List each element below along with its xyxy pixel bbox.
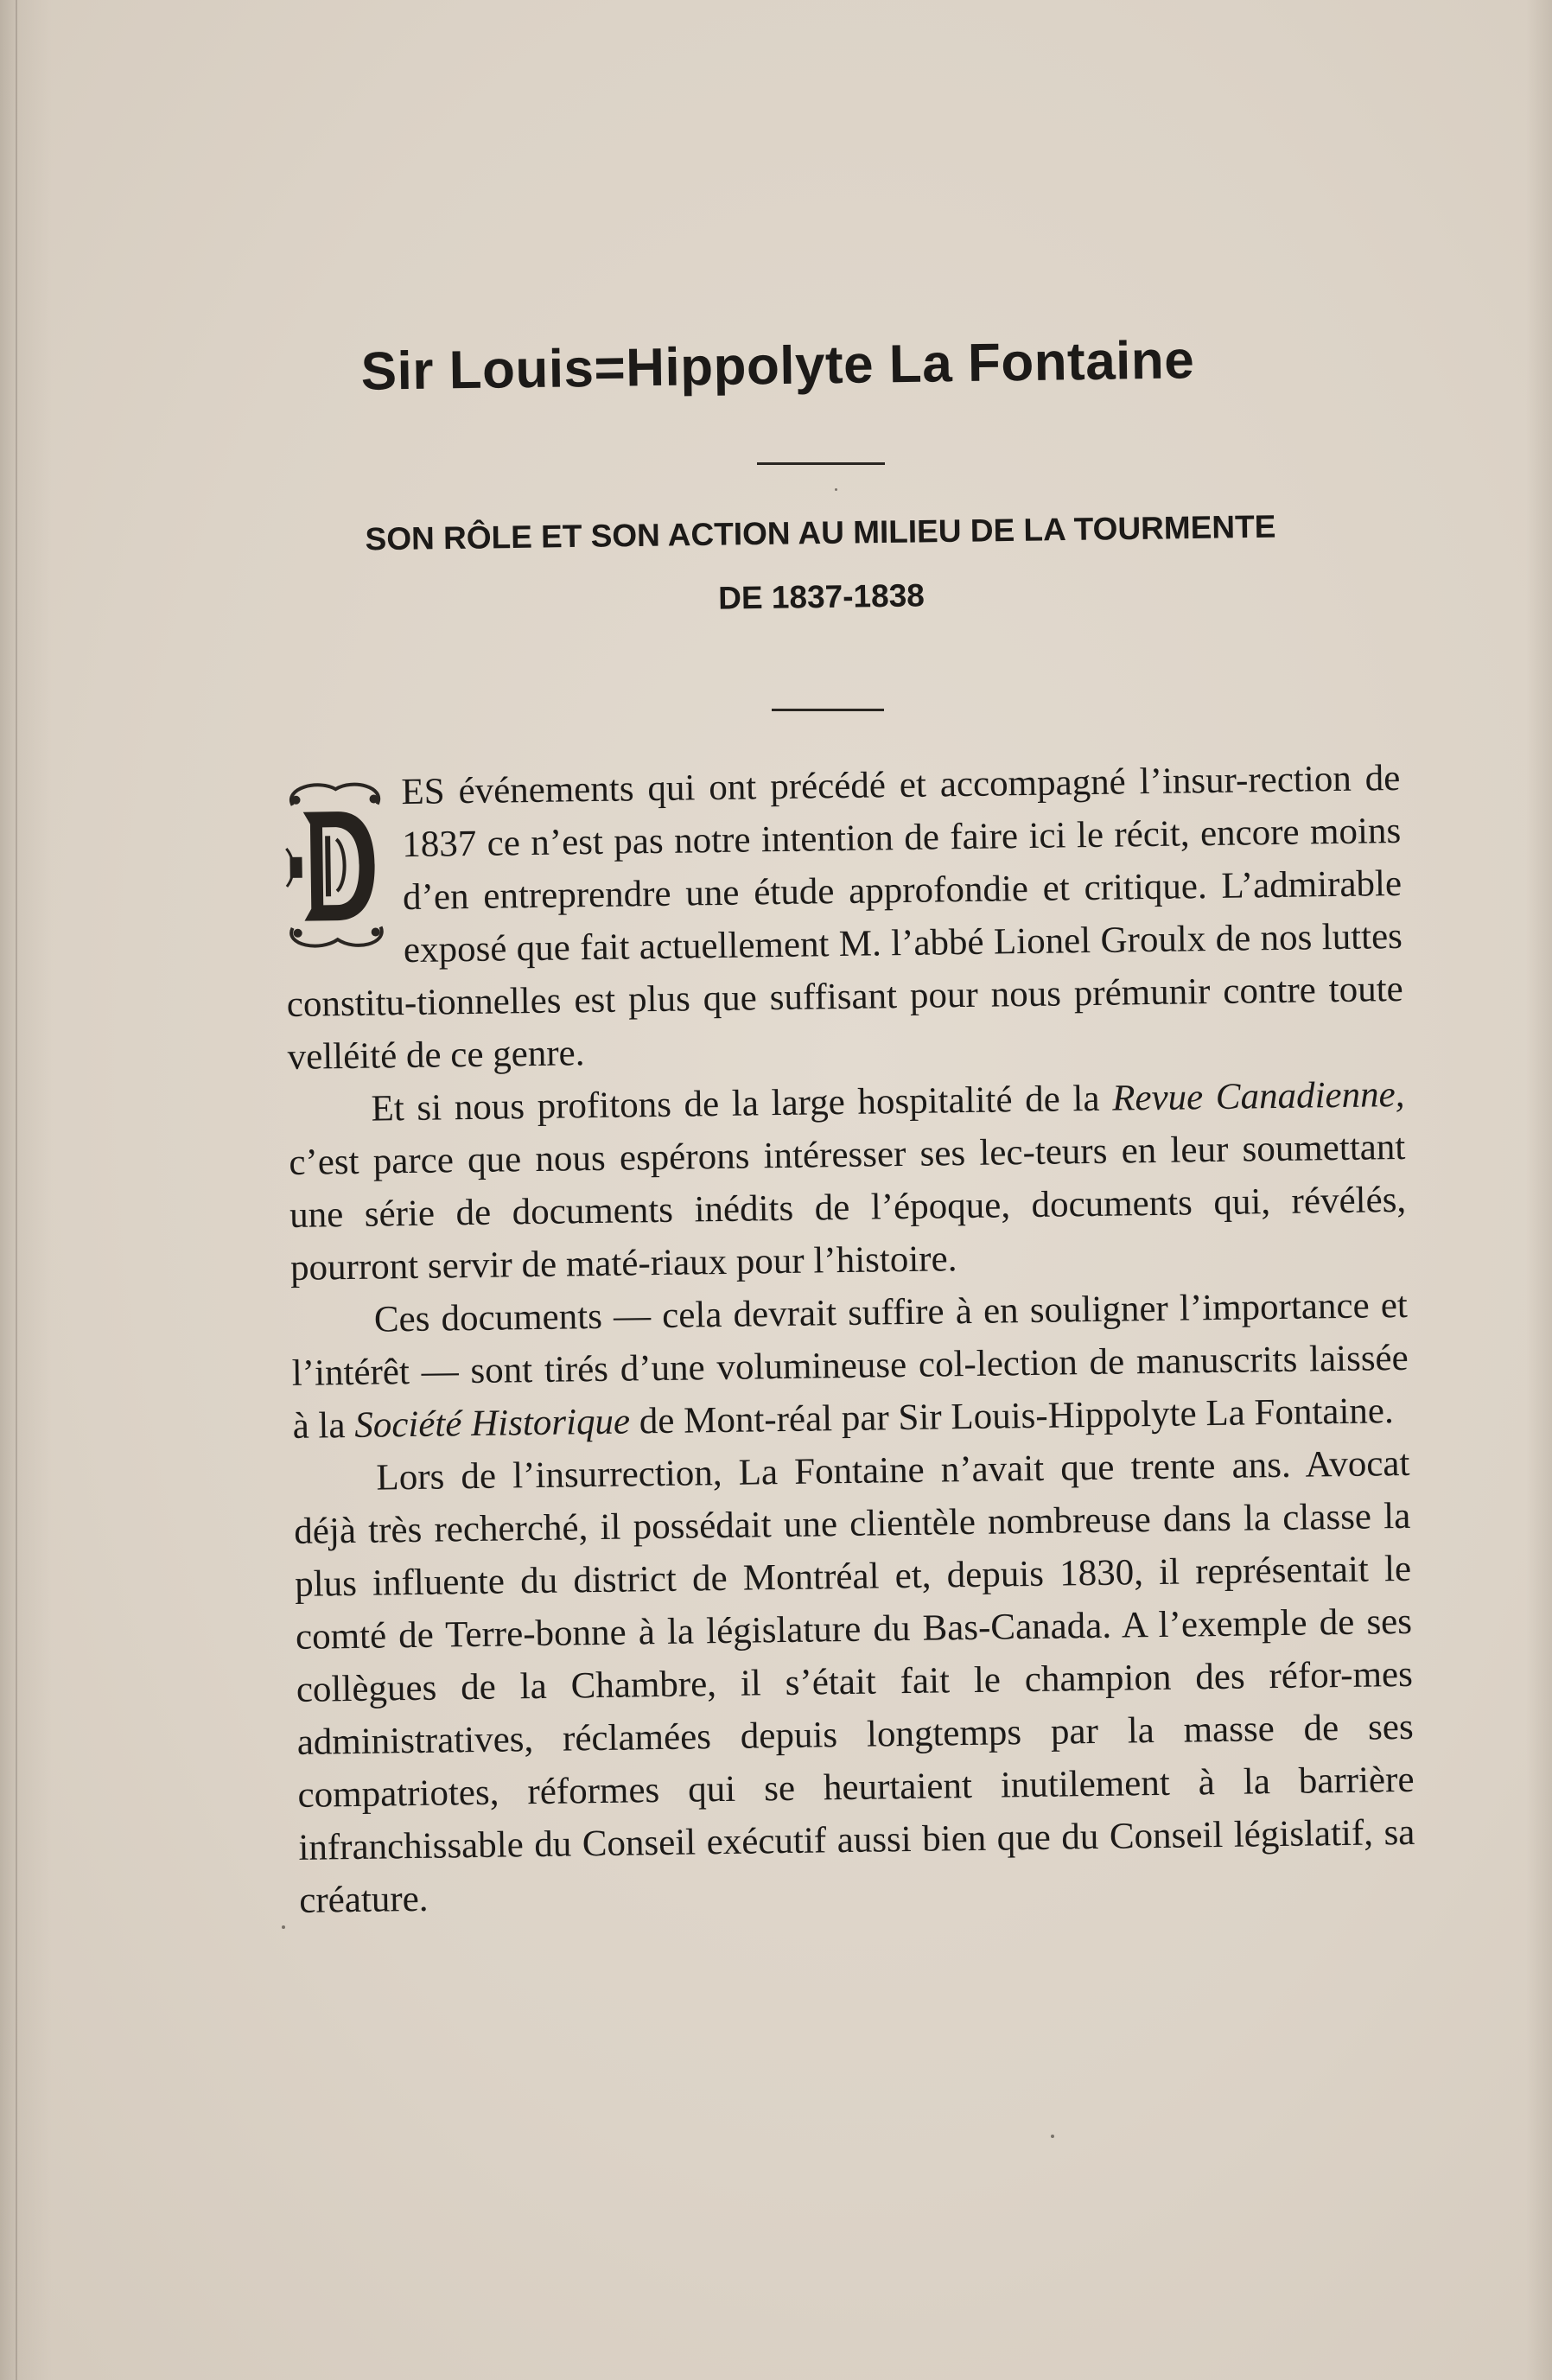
- paragraph-3-text-a: Ces documents — cela devrait suffire à en souligner l’importance et l’intérêt — sont tirés d’une volumineuse col-lection de manuscrits laissée à la: [291, 1284, 1409, 1447]
- subtitle-line-1: SON RÔLE ET SON ACTION AU MILIEU DE LA TOURMENTE: [365, 508, 1276, 557]
- article-body: [283, 752, 1416, 1927]
- article-title: Sir Louis=Hippolyte La Fontaine: [360, 330, 1195, 402]
- title-divider-rule: [757, 462, 885, 465]
- paragraph-3: [291, 1279, 1409, 1453]
- paper-speck: [282, 1925, 285, 1929]
- paragraph-2-italic-revue: Revue Canadienne,: [1111, 1073, 1405, 1119]
- article-subtitle: [258, 493, 1383, 637]
- paper-speck: [835, 488, 837, 491]
- page-gutter-shadow: [16, 0, 17, 2380]
- paragraph-1: [283, 752, 1404, 1084]
- paragraph-1-text: ES événements qui ont précédé et accompagné l’insur-rection de 1837 ce n’est pas notre intention de faire ici le récit, encore moins d’en entreprendre une étude approfondie et critique. L’admirable exposé que fait actuellement M. l’abbé Lionel Groulx de nos luttes constitu-tionnelles est plus que suffisant pour nous prémunir contre toute velléité de ce genre.: [286, 757, 1404, 1078]
- paragraph-2: [288, 1068, 1407, 1295]
- paragraph-2-text-b: c’est parce que nous espérons intéresser ses lec-teurs en leur soumettant une série de documents inédits de l’époque, documents qui, révélés, pourront servir de maté-riaux pour l’histoire.: [289, 1126, 1407, 1289]
- subtitle-line-2: DE 1837-1838: [717, 577, 925, 616]
- ornamental-dropcap-d: [283, 778, 388, 952]
- paragraph-3-italic-societe: Société Historique: [353, 1401, 631, 1446]
- paragraph-2-text-a: Et si nous profitons de la large hospitalité de la: [371, 1078, 1113, 1130]
- subtitle-divider-rule: [772, 709, 884, 711]
- paragraph-3-text-b: de Mont-réal par Sir Louis-Hippolyte La Fontaine.: [629, 1390, 1395, 1442]
- paper-speck: [1051, 2135, 1054, 2138]
- paragraph-4: Lors de l’insurrection, La Fontaine n’avait que trente ans. Avocat déjà très recherché, il possédait une clientèle nombreuse dans la classe la plus influente du district de Montréal et, depuis 1830, il représentait le comté de Terre-bonne à la législature du Bas-Canada. A l’exemple de ses collègues de la Chambre, il s’était fait le champion des réfor-mes administratives, réclamées depuis longtemps par la masse de ses compatriotes, réformes qui se heurtaient inutilement à la barrière infranchissable du Conseil exécutif aussi bien que du Conseil législatif, sa créature.: [294, 1442, 1415, 1921]
